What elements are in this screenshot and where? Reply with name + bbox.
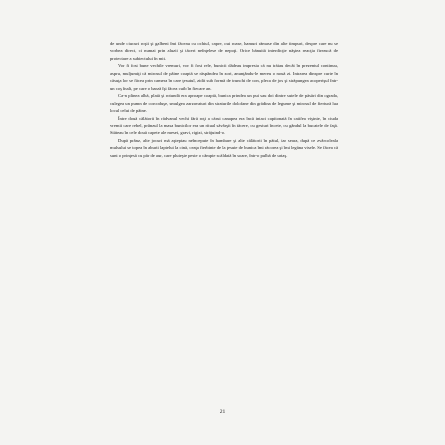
paragraph-3: Ca-n plinea albă, plată şi rotundă era aproape coaptă, bunica prindea un pui sau doi dintre sutele de păsări din ograda, culegea un pumn de corcoduşe, smulgea zarzavaturi din straturile dolofane din grădina de legume şi mirosul de fiertură lua locul celui de pâine. [110, 93, 338, 114]
paragraph-2: Vor fi fost bune vechile vremuri, vor fi fost rele, bunicii dădeau impresia că nu trăiau decât în prezentul continuu, aspru, muljumiţi că mirosul de pâine coaptă se răspândea în zori, anunţându-le mereu o nouă zi. Intrarea dinspre curte în căsuţa lor se făcea prin camera în care ţesutul, zidit sub formă de trunchi de con, pleca de jos şi străpungea acoperişul într-un coş înalt, pe care o barză îşi făcea cuib în fiecare an. [110, 63, 338, 91]
page-number: 21 [219, 409, 226, 415]
paragraph-5: După prânz, alte jocuri mă aşteptau neîncepute în hambare şi alte călătorii în pătul, iar seara, după ce zvârcoleala mulsului se topea în aburii laptelui la cină, ceaţa fierbinte de la ţesute de bunica îmi răcorea şi îmi legăna visele. Se făcea că sunt o prinţesă cu păr de aur, care pluteşte peste o câmpie scăldată în soare, într-o pulbă de uriaş. [110, 137, 338, 158]
paragraph-4: Între două călătorii în rădvanul vechi fără roţi a cărui canapea era încă intact capitonată în catifea vişinie, în ciuda vremii care rebel, prânzul la masa bunicilor era un ritual săvârşit în tăcere, cu gesturi încete, cu gândul la bucatele de faţă. Stăteau în cele două capete ale mesei, gravi, rigizi, străjuind-o. [110, 115, 338, 136]
paragraph-1: de unde ciucuri roşii şi galbeni îmi făceau cu ochiul, capre, oui roase, hamuri rămase din alte timpuri, despre care nu se vorbea direct, ci numai prin aluzii şi tăceri neînţelese de nepoţi. Orice bănuită interdicţie năştea reacţia firească de protectare a subiectului în mit. [110, 41, 338, 61]
body-text [110, 40, 338, 159]
